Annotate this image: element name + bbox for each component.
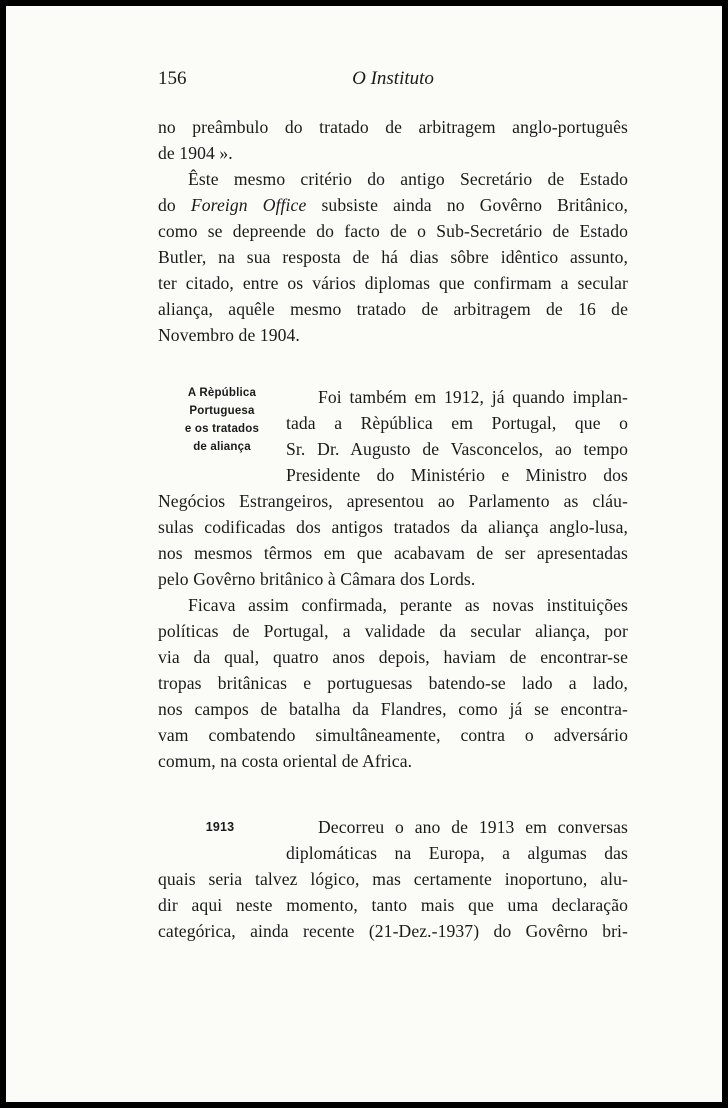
text-line: de 1904 ». (158, 143, 233, 163)
text-line: via da qual, quatro anos depois, haviam de encontrar-se (158, 647, 628, 667)
text-line: no preâmbulo do tratado de arbitragem anglo-português (158, 117, 628, 137)
text-line: Foi também em 1912, já quando implan- (318, 387, 628, 407)
text-line: vam combatendo simultâneamente, contra o adversário (158, 725, 628, 745)
text-line: Ficava assim confirmada, perante as novas instituições (188, 595, 628, 615)
running-title: O Instituto (352, 68, 434, 89)
margin-note-line: Portuguesa (189, 405, 255, 417)
text-line: tropas britânicas e portuguesas batendo-se lado a lado, (158, 673, 628, 693)
text-line: Sr. Dr. Augusto de Vasconcelos, ao tempo (286, 439, 628, 459)
text-line: Presidente do Ministério e Ministro dos (286, 465, 628, 485)
text-line: Butler, na sua resposta de há dias sôbre idêntico assunto, (158, 247, 628, 267)
text-line: como se depreende do facto de o Sub-Secretário de Estado (158, 221, 628, 241)
margin-note-1913: 1913 (205, 820, 235, 834)
text-line: categórica, ainda recente (21-Dez.-1937) do Govêrno bri- (158, 921, 628, 941)
text-line: dir aqui neste momento, tanto mais que uma declaração (158, 895, 628, 915)
text-line: pelo Govêrno britânico à Câmara dos Lords. (158, 569, 476, 589)
page-header (158, 68, 628, 98)
margin-note-line: e os tratados (184, 423, 260, 435)
text-line: políticas de Portugal, a validade da secular aliança, por (158, 621, 628, 641)
page-number: 156 (158, 68, 187, 89)
text-line: Novembro de 1904. (158, 325, 300, 345)
text-line: comum, na costa oriental de Africa. (158, 751, 413, 771)
text-line: nos campos de batalha da Flandres, como já se encontra- (158, 699, 628, 719)
italic-term: Foreign Office (190, 195, 307, 215)
text-line: tada a Rèpública em Portugal, que o (286, 413, 628, 433)
text-line: sulas codificadas dos antigos tratados da aliança anglo-lusa, (158, 517, 628, 537)
text-line: ter citado, entre os vários diplomas que confirmam a secular (158, 273, 628, 293)
text-line: diplomáticas na Europa, a algumas das (286, 843, 628, 863)
paragraph-continuation (158, 114, 628, 166)
text-line: nos mesmos têrmos em que acabavam de ser apresentadas (158, 543, 628, 563)
text-line: Negócios Estrangeiros, apresentou ao Parlamento as cláu- (158, 491, 628, 511)
margin-note-line: de aliança (193, 441, 251, 453)
text-line: Êste mesmo critério do antigo Secretário de Estado (188, 169, 628, 189)
paragraph-republica (158, 384, 628, 592)
paragraph-foreign-office (158, 166, 628, 348)
paragraph-confirmada (158, 592, 628, 774)
paragraph-1913 (158, 814, 628, 944)
text-line: quais seria talvez lógico, mas certamente inoportuno, alu- (158, 869, 628, 889)
text-line: aliança, aquêle mesmo tratado de arbitragem de 16 de (158, 299, 628, 319)
text-line: do Foreign Office subsiste ainda no Govêrno Britânico, (158, 195, 628, 215)
margin-note-line: A Rèpública (187, 387, 257, 399)
text-line: Decorreu o ano de 1913 em conversas (318, 817, 628, 837)
